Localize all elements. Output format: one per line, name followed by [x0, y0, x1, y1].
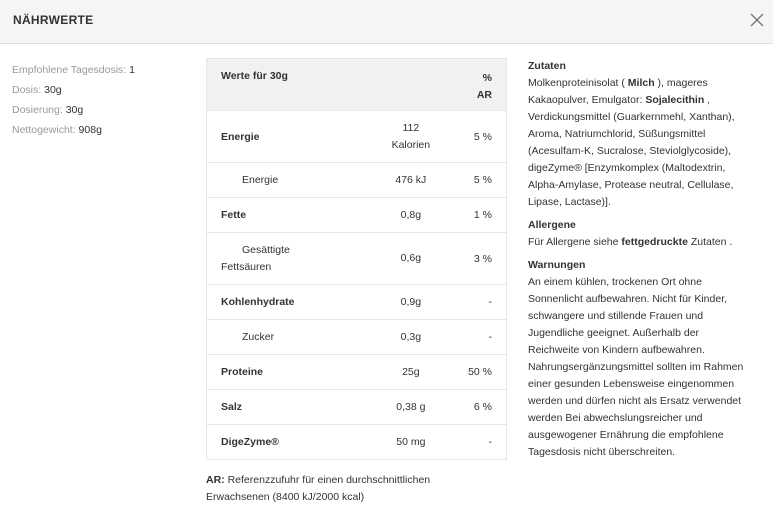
ingredients-text-part: Kakaopulver, Emulgator:	[528, 94, 646, 106]
dosage-row	[12, 100, 135, 120]
header-ar	[449, 59, 507, 111]
warnings-line: ausgewogener Ernährung die empfohlene	[528, 429, 724, 441]
nutrient-name: Fette	[207, 198, 373, 233]
warnings-line: schwangere und stillende Frauen und	[528, 310, 704, 322]
footnote-line1: Referenzzufuhr für einen durchschnittlichen	[224, 474, 431, 486]
nutrient-amount: 0,8g	[373, 198, 449, 233]
close-icon[interactable]	[749, 12, 765, 28]
warnings-section	[528, 257, 768, 461]
warnings-line: Reichweite von Kindern aufbewahren.	[528, 344, 705, 356]
allergen-highlight: Sojalecithin	[645, 94, 705, 106]
footnote-label: AR:	[206, 474, 225, 486]
header-amount	[373, 59, 449, 111]
allergens-text	[528, 234, 768, 251]
table-row	[207, 111, 507, 163]
product-details	[528, 58, 768, 467]
dosage-label: Nettogewicht:	[12, 124, 76, 136]
dosage-row	[12, 120, 135, 140]
ingredients-section	[528, 58, 768, 211]
ingredients-text-part: ,	[704, 94, 711, 106]
header-ar-line2: AR	[476, 89, 492, 101]
header-values: Werte für 30g	[207, 59, 373, 111]
dosage-value: 30g	[44, 84, 62, 96]
allergens-section	[528, 217, 768, 251]
nutrition-table	[206, 58, 507, 460]
nutrient-pct: 3 %	[449, 233, 507, 285]
nutrient-name: Zucker	[207, 320, 373, 355]
footnote-line2: Erwachsenen (8400 kJ/2000 kcal)	[206, 491, 365, 503]
nutrient-name-line2: Fettsäuren	[221, 260, 272, 273]
nutrient-name: Proteine	[207, 355, 373, 390]
warnings-line: werden und dürfen nicht als Ersatz verwendet	[528, 395, 742, 407]
nutrition-table-wrap	[206, 58, 507, 460]
nutrient-pct: -	[449, 320, 507, 355]
nutrient-name-line1: Gesättigte	[242, 243, 290, 256]
warnings-line: Jugendliche geeignet. Außerhalb der	[528, 327, 700, 339]
table-row	[207, 198, 507, 233]
nutrient-amount: 25g	[373, 355, 449, 390]
dosage-row	[12, 60, 135, 80]
modal-title: NÄHRWERTE	[13, 13, 94, 27]
nutrient-pct: 5 %	[449, 111, 507, 163]
dosage-info	[12, 60, 135, 140]
nutrient-name: Energie	[207, 111, 373, 163]
nutrient-pct: -	[449, 285, 507, 320]
nutrient-pct: 50 %	[449, 355, 507, 390]
warnings-line: einer gesunden Lebensweise eingenommen	[528, 378, 735, 390]
nutrient-amount: 50 mg	[373, 425, 449, 460]
nutrient-name	[207, 233, 373, 285]
dosage-label: Dosis:	[12, 84, 42, 96]
modal-header	[0, 0, 773, 44]
warnings-line: werden Bei abwechslungsreicher und	[528, 412, 703, 424]
nutrient-amount: 0,38 g	[373, 390, 449, 425]
dosage-value: 30g	[65, 104, 84, 116]
ingredients-text-part: ), mageres	[654, 77, 708, 89]
ar-footnote	[206, 472, 506, 506]
nutrient-pct: 6 %	[449, 390, 507, 425]
nutrient-amount	[373, 111, 449, 163]
nutrient-name: Salz	[207, 390, 373, 425]
amount-line1: 112	[402, 121, 420, 134]
warnings-line: Sonnenlicht aufbewahren. Nicht für Kinder,	[528, 293, 728, 305]
dosage-label: Empfohlene Tagesdosis:	[12, 64, 127, 76]
allergens-bold: fettgedruckte	[621, 236, 688, 248]
nutrient-pct: 1 %	[449, 198, 507, 233]
allergens-text-part: Zutaten .	[687, 236, 733, 248]
ingredients-text-part: Aroma, Natriumchlorid, Süßungsmittel	[528, 128, 706, 140]
ingredients-title: Zutaten	[528, 60, 566, 72]
nutrient-pct: -	[449, 425, 507, 460]
dosage-row	[12, 80, 135, 100]
nutrient-name: Energie	[207, 163, 373, 198]
nutrient-name: Kohlenhydrate	[207, 285, 373, 320]
warnings-line: Tagesdosis nicht überschreiten.	[528, 446, 676, 458]
ingredients-text-part: digeZyme® [Enzymkomplex (Maltodextrin,	[528, 162, 726, 174]
ingredients-text-part: Alpha-Amylase, Protease neutral, Cellulase,	[528, 179, 734, 191]
dosage-value: 908g	[78, 124, 102, 136]
nutrient-pct: 5 %	[449, 163, 507, 198]
ingredients-text-part: (Acesulfam-K, Sucralose, Steviolglycoside),	[528, 145, 732, 157]
ingredients-text-part: Verdickungsmittel (Guarkernmehl, Xanthan),	[528, 111, 735, 123]
table-row	[207, 163, 507, 198]
ingredients-text-part: Molkenproteinisolat (	[528, 77, 628, 89]
table-row	[207, 355, 507, 390]
nutrient-amount: 0,9g	[373, 285, 449, 320]
warnings-title: Warnungen	[528, 259, 586, 271]
dosage-value: 1	[129, 64, 135, 76]
warnings-text	[528, 274, 768, 461]
amount-line2: Kalorien	[391, 138, 431, 151]
header-ar-line1: %	[482, 72, 492, 84]
table-row	[207, 285, 507, 320]
nutrient-name: DigeZyme®	[207, 425, 373, 460]
warnings-line: Nahrungsergänzungsmittel sollten im Rahmen	[528, 361, 744, 373]
table-header-row	[207, 59, 507, 111]
allergens-text-part: Für Allergene siehe	[528, 236, 622, 248]
table-row	[207, 425, 507, 460]
table-row	[207, 320, 507, 355]
ingredients-text	[528, 75, 768, 211]
nutrient-amount: 0,3g	[373, 320, 449, 355]
table-row	[207, 390, 507, 425]
nutrient-amount: 0,6g	[373, 233, 449, 285]
dosage-label: Dosierung:	[12, 104, 63, 116]
allergens-title: Allergene	[528, 219, 576, 231]
warnings-line: An einem kühlen, trockenen Ort ohne	[528, 276, 702, 288]
table-row	[207, 233, 507, 285]
allergen-highlight: Milch	[627, 77, 655, 89]
nutrient-amount: 476 kJ	[373, 163, 449, 198]
ingredients-text-part: Lipase, Lactase)].	[528, 196, 611, 208]
